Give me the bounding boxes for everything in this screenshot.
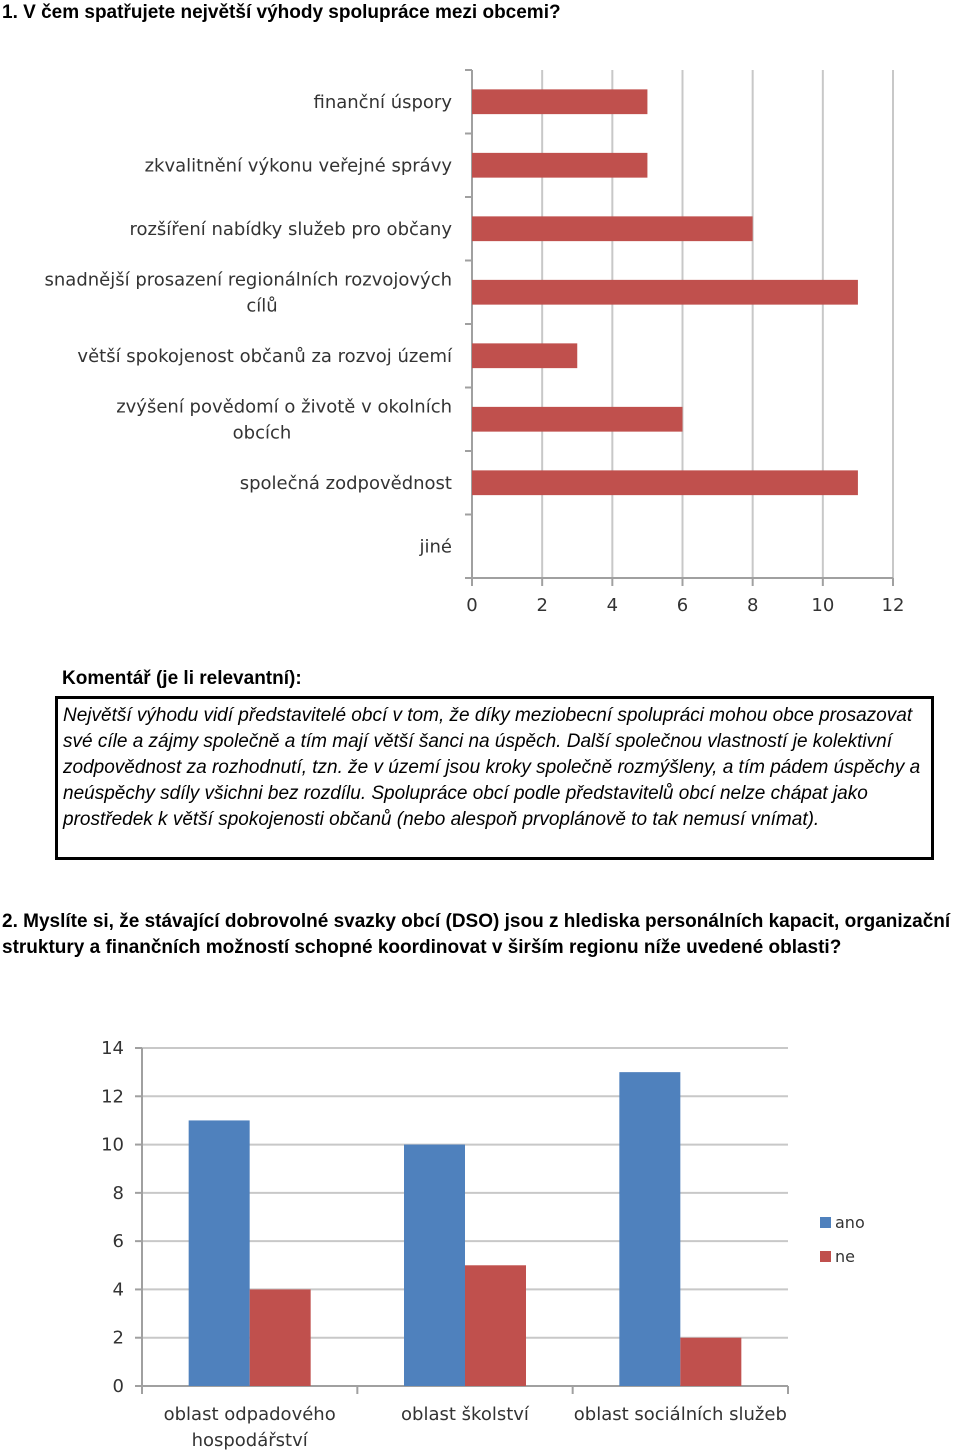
- category-label: zvýšení povědomí o životě v okolních obcích: [116, 396, 452, 444]
- y-tick-label: 6: [112, 1231, 124, 1253]
- bar-ne: [465, 1265, 526, 1386]
- category-label: oblast sociálních služeb: [573, 1404, 787, 1425]
- x-tick-label: 0: [466, 595, 478, 616]
- x-tick-label: 10: [811, 595, 835, 616]
- category-label: oblast školství: [401, 1404, 529, 1425]
- bar: [472, 153, 647, 178]
- chart-dso-coordination: [0, 1000, 960, 1450]
- x-tick-label: 6: [676, 595, 689, 616]
- legend-label-ne: ne: [835, 1247, 855, 1266]
- comment-box: Největší výhodu vidí představitelé obcí v tom, že díky meziobecní spolupráci mohou obce prosazovat své cíle a zájmy společně a tím mají větší šanci na úspěch. Další společnou vlastností je kolektivní zodpovědnost za rozhodnutí, tzn. že v území jsou kroky společně rozmýšleny, a tím pádem úspěchy a neúspěchy sdíly všichni bez rozdílu. Spolupráce obcí podle představitelů obcí nelze chápat jako prostředek k větší spokojenosti občanů (nebo alespoň prvoplánově to tak nemusí vnímat).: [55, 696, 934, 860]
- bar: [472, 343, 577, 368]
- bar: [472, 89, 647, 114]
- question-2: 2. Myslíte si, že stávající dobrovolné svazky obcí (DSO) jsou z hlediska personálních kapacit, organizační struktury a finančních možností schopné koordinovat v širším regionu níže uvedené oblasti?: [2, 911, 951, 958]
- y-tick-label: 2: [112, 1327, 124, 1349]
- category-label: rozšíření nabídky služeb pro občany: [129, 218, 452, 240]
- bar-ne: [680, 1338, 741, 1386]
- chart-advantages: [0, 40, 960, 630]
- category-label: oblast odpadového hospodářství: [163, 1404, 336, 1450]
- category-label: zkvalitnění výkonu veřejné správy: [144, 155, 452, 177]
- bar: [472, 407, 683, 432]
- x-tick-label: 2: [536, 595, 548, 616]
- bar-ano: [619, 1072, 680, 1386]
- bar-ano: [189, 1120, 250, 1386]
- y-tick-label: 14: [101, 1038, 124, 1059]
- x-tick-label: 4: [606, 595, 619, 616]
- y-tick-label: 8: [112, 1182, 124, 1204]
- category-label: snadnější prosazení regionálních rozvojových cílů: [44, 269, 452, 317]
- legend-label-ano: ano: [835, 1213, 865, 1232]
- y-tick-label: 0: [112, 1376, 124, 1397]
- bar: [472, 216, 753, 241]
- x-tick-label: 8: [746, 595, 759, 616]
- category-label: větší spokojenost občanů za rozvoj území: [77, 345, 452, 367]
- category-label: jiné: [419, 536, 452, 558]
- legend-swatch-ano: [820, 1217, 831, 1228]
- y-tick-label: 12: [101, 1086, 124, 1108]
- category-label: společná zodpovědnost: [239, 472, 452, 494]
- bar-ne: [250, 1289, 311, 1386]
- bar: [472, 280, 858, 305]
- category-label: finanční úspory: [313, 91, 452, 113]
- comment-label: Komentář (je li relevantní):: [62, 668, 302, 689]
- y-tick-label: 10: [101, 1134, 124, 1156]
- question-1: 1. V čem spatřujete největší výhody spolupráce mezi obcemi?: [2, 2, 561, 23]
- bar-ano: [404, 1145, 465, 1386]
- bar: [472, 470, 858, 495]
- y-tick-label: 4: [112, 1279, 124, 1301]
- x-tick-label: 12: [881, 595, 905, 616]
- legend-swatch-ne: [820, 1251, 831, 1262]
